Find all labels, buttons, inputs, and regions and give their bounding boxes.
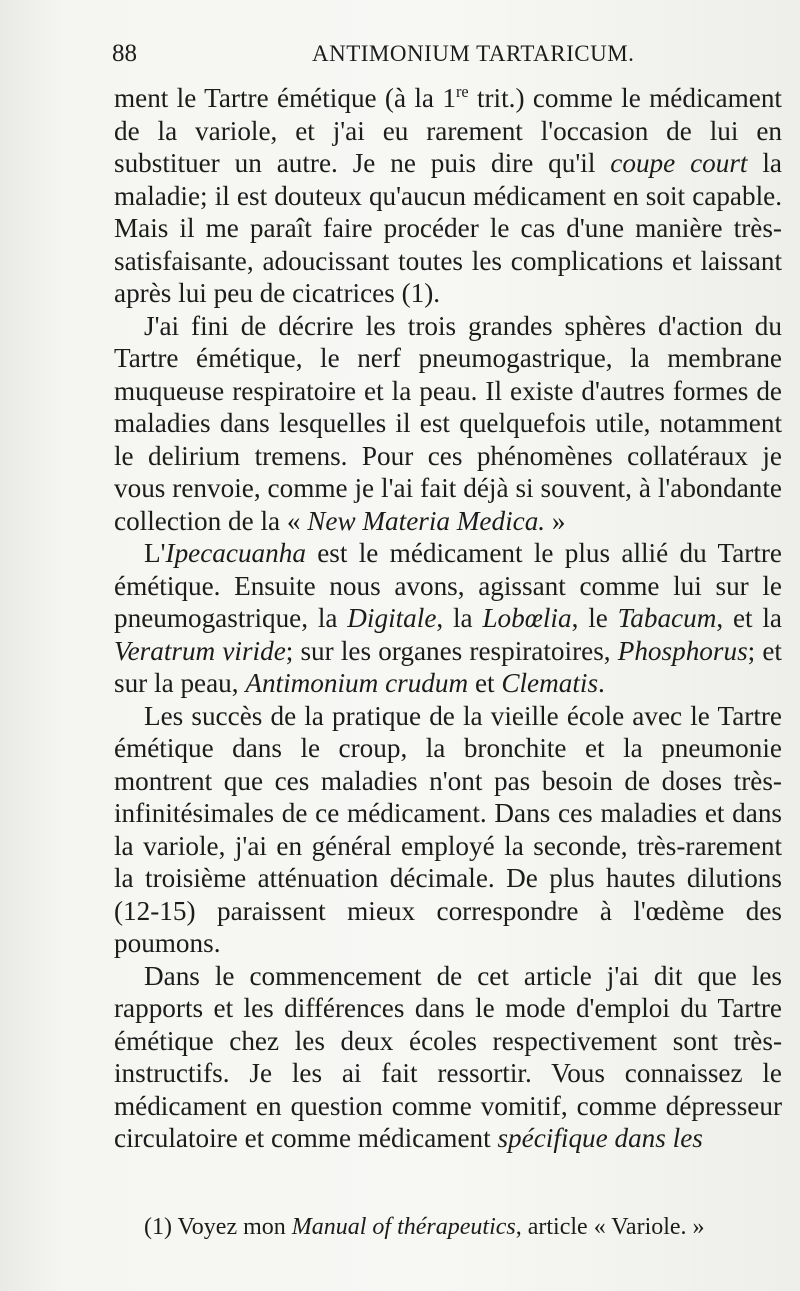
text-run: , article « Variole. » (515, 1214, 705, 1240)
text-run: (1) Voyez mon (144, 1214, 292, 1240)
italic-text: coupe court (610, 148, 748, 178)
italic-text: Clematis (501, 668, 599, 698)
paragraph (114, 960, 782, 1155)
text-run: , la (436, 603, 483, 633)
footnote (144, 1212, 784, 1242)
text-run: . (598, 668, 605, 698)
italic-text: Lobœlia (482, 603, 572, 633)
text-run: , et la (716, 603, 782, 633)
paragraph (114, 82, 782, 310)
page-header (112, 40, 782, 76)
paragraph (114, 537, 782, 700)
text-run: trit.) comme le médicament de la variole, et j'ai eu rarement l'occasion de lui en substituer un autre. Je ne puis dire qu'il (114, 83, 782, 178)
paragraph (114, 700, 782, 960)
text-run: la maladie; il est douteux qu'aucun médicament en soit capable. Mais il me paraît faire procéder le cas d'une manière très-satisfaisante, adoucissant toutes les complications et laissant après lui peu de cicatrices (1). (114, 148, 782, 308)
text-run: J'ai fini de décrire les trois grandes sphères d'action du Tartre émétique, le nerf pneumogastrique, la membrane muqueuse respiratoire et la peau. Il existe d'autres formes de maladies dans lesquelles il est quelquefois utile, notamment le delirium tremens. Pour ces phénomènes collatéraux je vous renvoie, comme je l'ai fait déjà si souvent, à l'abondante collection de la « (114, 310, 782, 536)
text-run: est le médicament le plus allié du Tartre émétique. Ensuite nous avons, agissant comme lui sur le pneumogastrique, la (114, 538, 782, 633)
page-number: 88 (112, 40, 137, 67)
text-run: Les succès de la pratique de la vieille école avec le Tartre émétique dans le croup, la bronchite et la pneumonie montrent que ces maladies n'ont pas besoin de doses très-infinitésimales de ce médicament. Dans ces maladies et dans la variole, j'ai en général employé la seconde, très-rarement la troisième atténuation décimale. De plus hautes dilutions (12-15) paraissent mieux correspondre à l'œdème des poumons. (114, 700, 782, 958)
italic-text: New Materia Medica. (307, 505, 546, 536)
body-text (114, 82, 782, 1155)
italic-text: Veratrum viride (114, 635, 286, 666)
italic-text: Phosphorus (617, 635, 748, 666)
text-run: ; sur les organes respiratoires, (285, 635, 618, 666)
text-run: , le (571, 603, 618, 633)
superscript: re (455, 81, 469, 101)
text-run: Dans le commencement de cet article j'ai dit que les rapports et les différences dans le mode d'emploi du Tartre émétique chez les deux écoles respectivement sont très-instructifs. Je les ai fait ressortir. Vous connaissez le médicament en question comme vomitif, comme dépresseur circulatoire et comme médicament (114, 960, 782, 1153)
text-run: L' (144, 538, 166, 568)
italic-text: Digitale (347, 603, 437, 633)
italic-text: spécifique dans les (497, 1123, 703, 1153)
italic-text: Manual of thérapeutics (291, 1214, 516, 1240)
running-title: ANTIMONIUM TARTARICUM. (312, 41, 635, 66)
italic-text: Antimonium crudum (245, 668, 469, 698)
text-run: ; et sur la peau, (114, 635, 782, 698)
italic-text: Tabacum (617, 603, 717, 633)
italic-text: Ipecacuanha (165, 538, 306, 568)
text-run: et (468, 668, 502, 698)
paragraph (114, 310, 782, 538)
text-run: » (545, 505, 566, 536)
text-run: ment le Tartre émétique (à la 1 (114, 83, 456, 113)
